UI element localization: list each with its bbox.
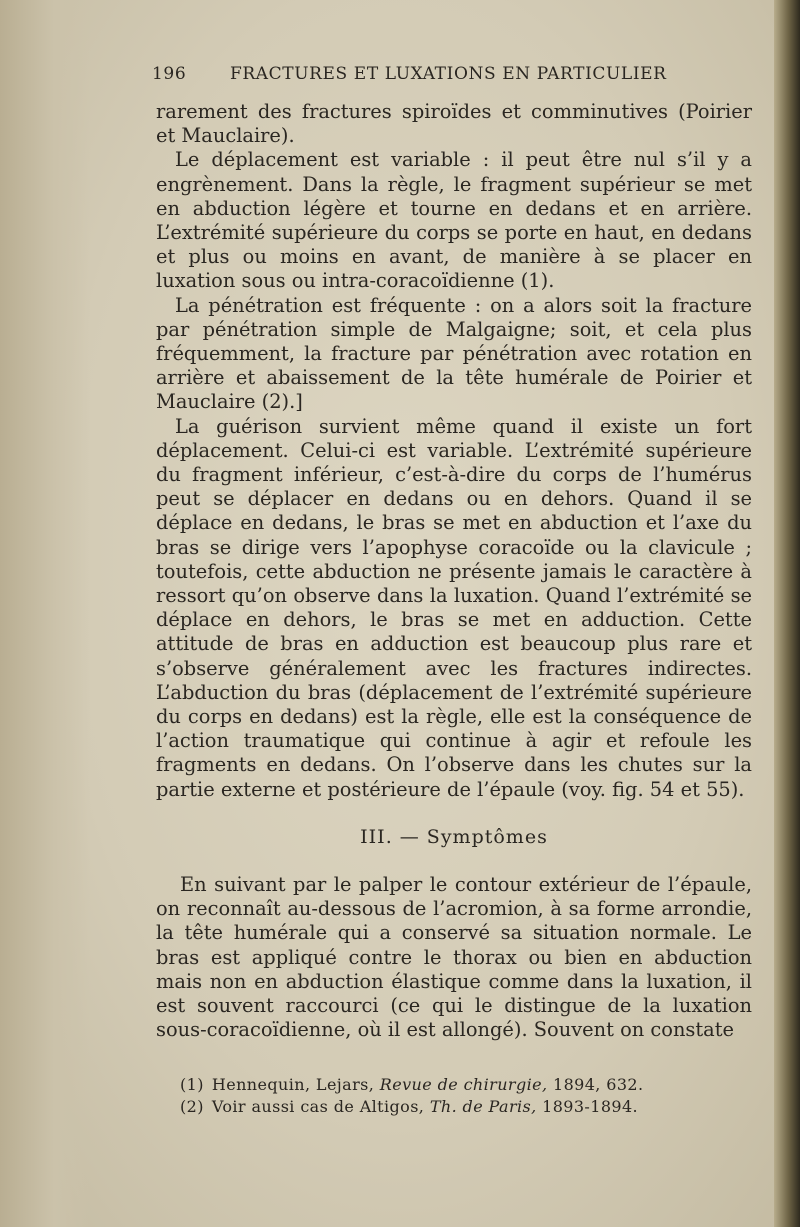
footnote — [180, 1074, 720, 1096]
paragraph: La guérison survient même quand il existe un fort déplacement. Celui-ci est variable. L’extrémité supérieure du fragment inférieur, c’est-à-dire du corps de l’humérus peut se déplacer en dedans ou en dehors. Quand il se déplace en dedans, le bras se met en abduction et l’axe du bras se dirige vers l’apophyse coracoïde ou la clavicule ; toutefois, cette abduction ne présente jamais le caractère à ressort qu’on observe dans la luxation. Quand l’extrémité se déplace en dehors, le bras se met en adduction. Cette attitude de bras en adduction est beaucoup plus rare et s’observe généralement avec les fractures indirectes. L’abduction du bras (déplacement de l’extrémité supérieure du corps en dedans) est la règle, elle est la conséquence de l’action traumatique qui continue à agir et refoule les fragments en dedans. On l’observe dans les chutes sur la partie externe et postérieure de l’épaule (voy. fig. 54 et 55). — [156, 414, 752, 801]
paragraph: rarement des fractures spiroïdes et comminutives (Poirier et Mauclaire). — [156, 100, 752, 148]
footnotes — [180, 1074, 720, 1118]
section-heading: III. — Symptômes — [360, 826, 548, 848]
paragraph: Le déplacement est variable : il peut être nul s’il y a engrènement. Dans la règle, le fragment supérieur se met en abduction légère et tourne en dedans et en arrière. L’extrémité supérieure du corps se porte en haut, en dedans et plus ou moins en avant, de manière à se placer en luxation sous ou intra-coracoïdienne (1). — [156, 148, 752, 293]
footnote-author: Voir aussi cas de Altigos, — [211, 1097, 425, 1116]
footnote-number: (2) — [180, 1097, 204, 1116]
body-text — [156, 100, 752, 802]
footnote-number: (1) — [180, 1075, 204, 1094]
footnote-author: Hennequin, Lejars, — [211, 1075, 375, 1094]
footnote-journal: Th. de Paris, — [429, 1097, 537, 1116]
running-head — [152, 64, 672, 90]
footnote-ref: 1894, 632. — [552, 1075, 644, 1094]
footnote — [180, 1096, 720, 1118]
footnote-ref: 1893-1894. — [542, 1097, 639, 1116]
section-text — [156, 873, 752, 1042]
page-number: 196 — [152, 64, 187, 84]
paragraph: En suivant par le palper le contour extérieur de l’épaule, on reconnaît au-dessous de l’acromion, à sa forme arrondie, la tête humérale qui a conservé sa situation normale. Le bras est appliqué contre le thorax ou bien en abduction mais non en abduction élastique comme dans la luxation, il est souvent raccourci (ce qui le distingue de la luxation sous-coracoïdienne, où il est allongé). Souvent on constate — [156, 873, 752, 1042]
running-title: FRACTURES ET LUXATIONS EN PARTICULIER — [230, 64, 667, 84]
footnote-journal: Revue de chirurgie, — [379, 1075, 548, 1094]
page-left-shadow — [0, 0, 90, 1227]
paragraph: La pénétration est fréquente : on a alors soit la fracture par pénétration simple de Malgaigne; soit, et cela plus fréquemment, la fracture par pénétration avec rotation en arrière et abaissement de la tête humérale de Poirier et Mauclaire (2).] — [156, 293, 752, 414]
book-spine-shadow — [774, 0, 800, 1227]
